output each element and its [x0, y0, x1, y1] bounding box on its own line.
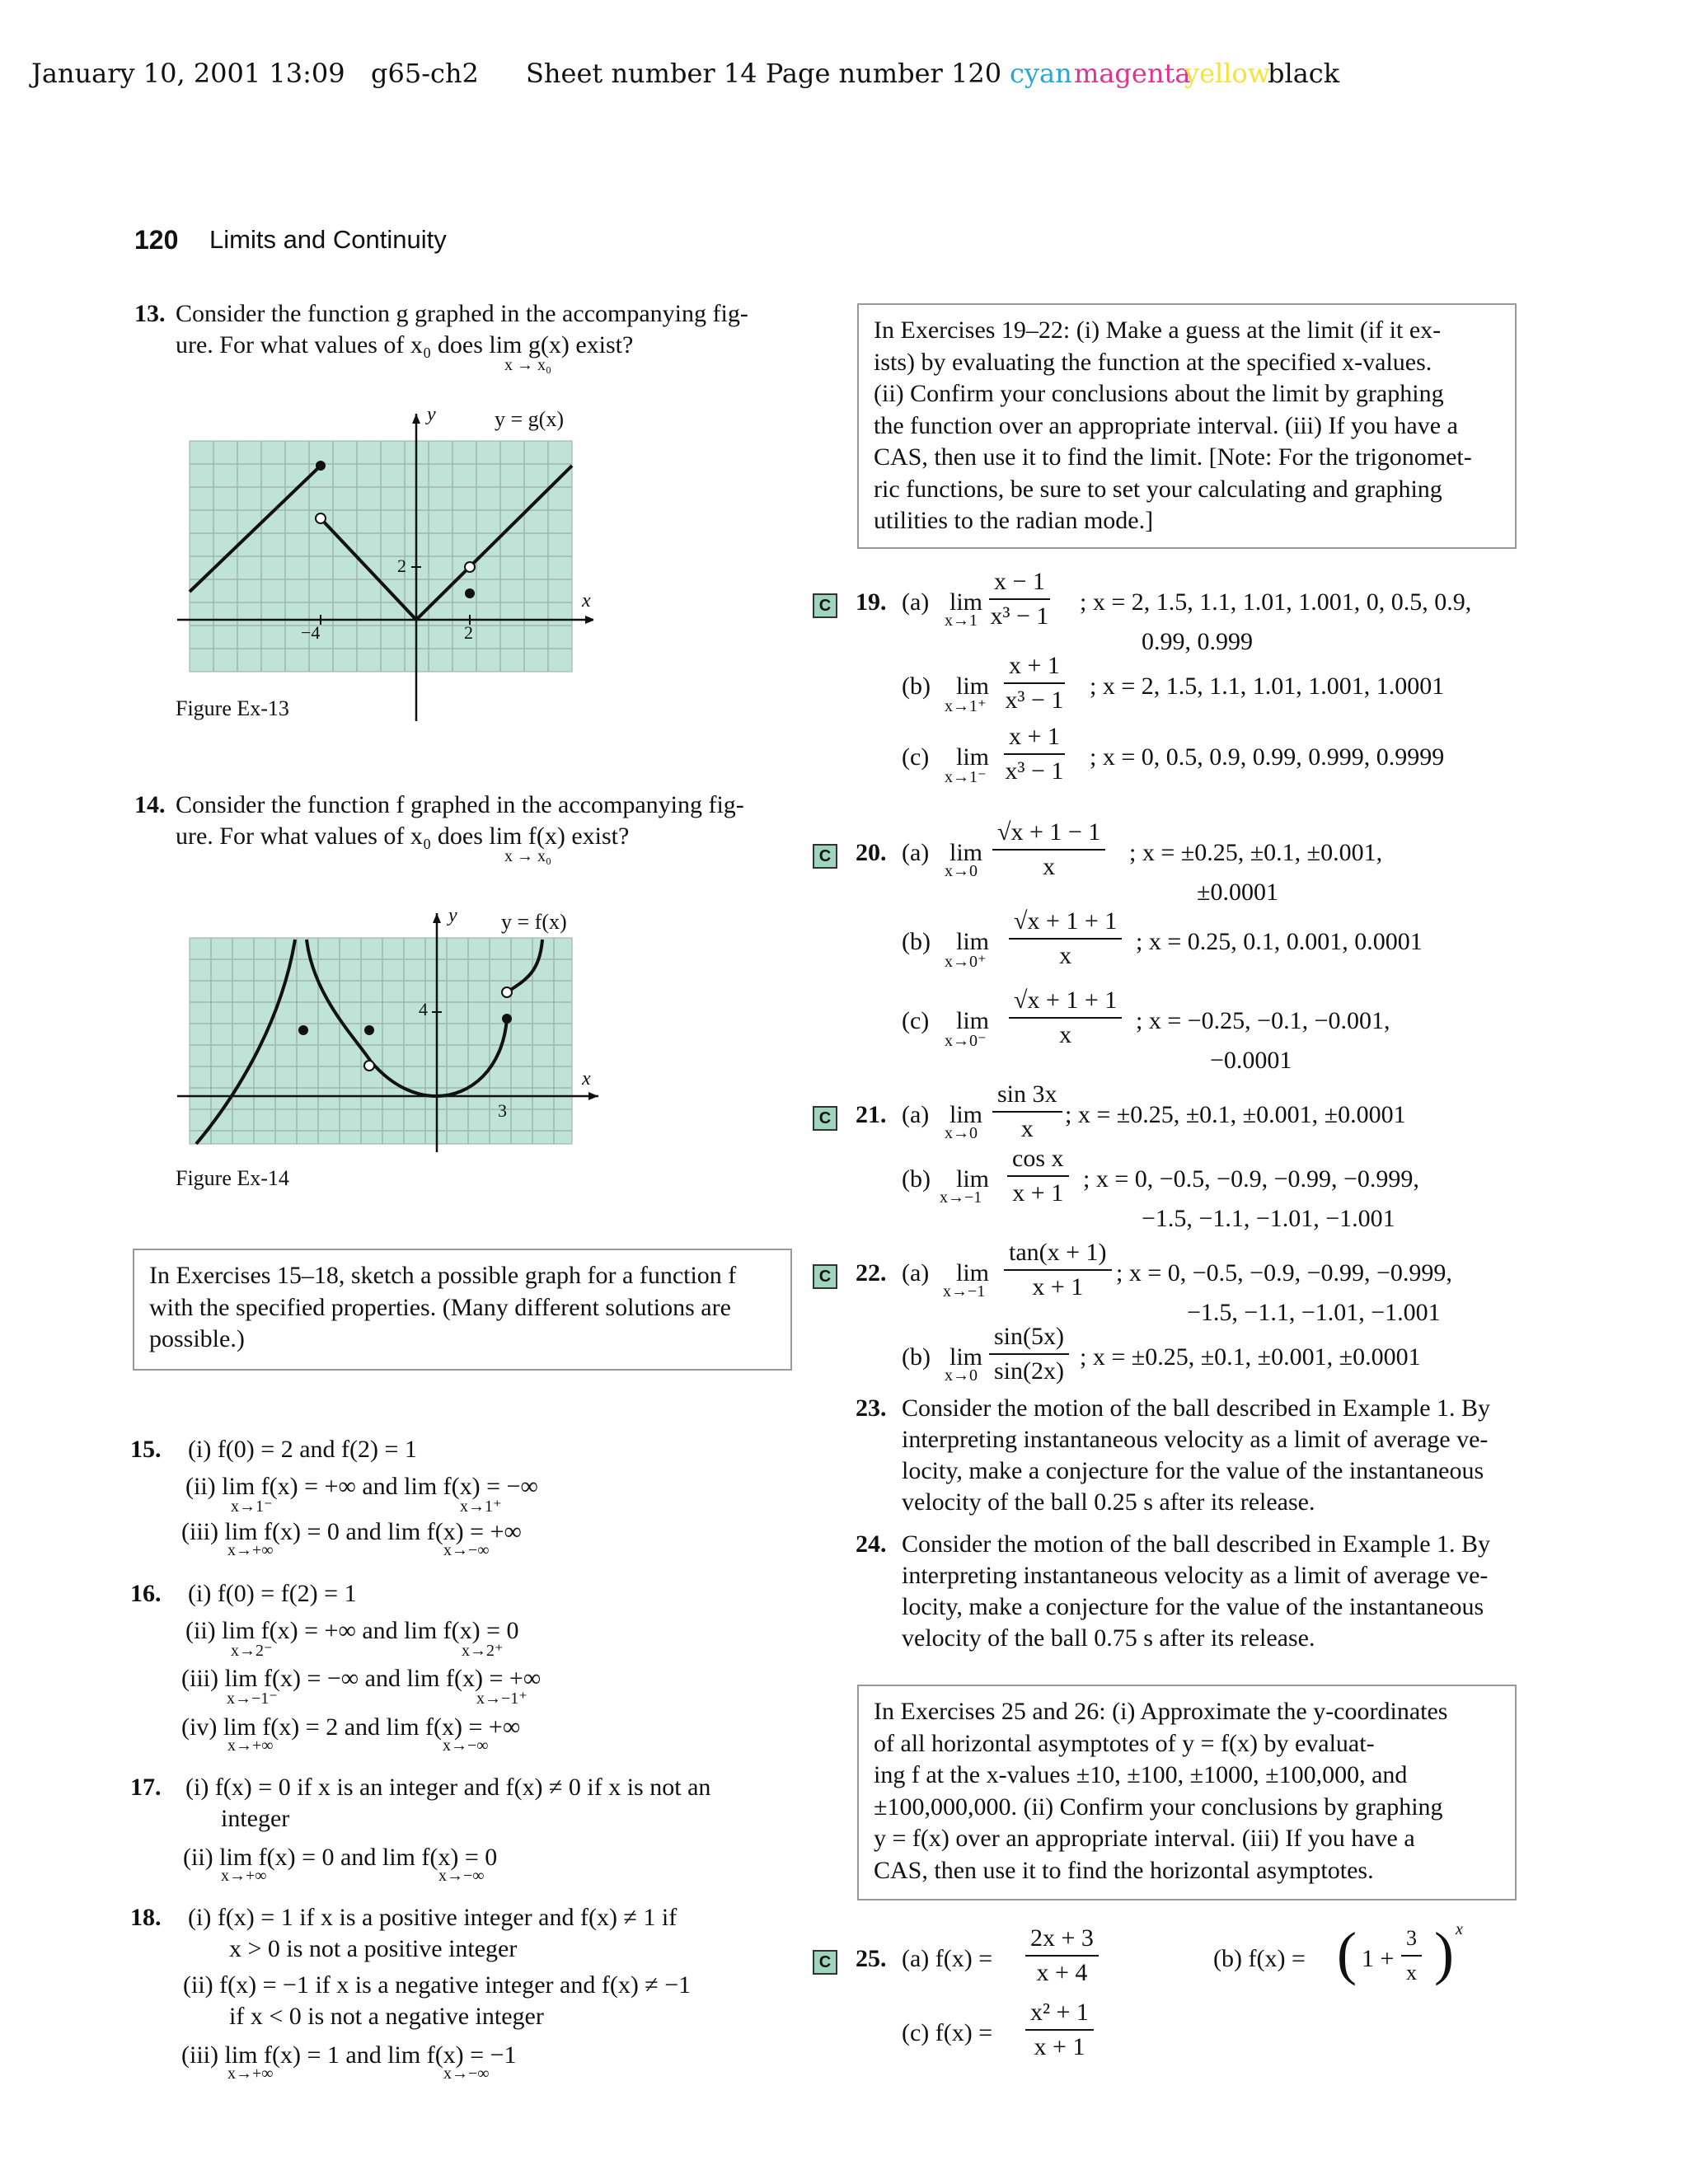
ex24-line3: locity, make a conjecture for the value of the instantaneous: [902, 1593, 1484, 1620]
ex22b-values: ; x = ±0.25, ±0.1, ±0.001, ±0.0001: [1080, 1343, 1421, 1371]
ex17-i-line2: integer: [221, 1805, 290, 1832]
instructions-19-22: [857, 303, 1517, 549]
ex22b-fraction: [989, 1320, 1069, 1388]
header-black: black: [1268, 58, 1340, 89]
ex20c-lim: lim: [956, 1007, 990, 1034]
ex22a-lim: lim: [956, 1259, 990, 1286]
ex17-ii-sub1: x→+∞: [221, 1867, 267, 1885]
ex21b-sub: x→−1: [940, 1188, 982, 1207]
fig14-caption: Figure Ex-14: [176, 1166, 289, 1190]
ex21b-fraction: [1007, 1142, 1069, 1210]
header-sheet: Sheet number 14 Page number 120: [526, 58, 1002, 89]
ex25c-label: (c) f(x) =: [902, 2019, 993, 2046]
ex19b-sub: x→1⁺: [945, 697, 987, 715]
ex20b-denominator: x: [1059, 942, 1072, 969]
ex19c-denominator: x³ − 1: [1005, 757, 1064, 785]
ex19a-label: (a): [902, 588, 930, 616]
ex13-lim-sub: x → x₀: [504, 356, 551, 374]
cas-badge-25: C: [813, 1950, 837, 1975]
ex18-ii-line1: (ii) f(x) = −1 if x is a negative integer and f(x) ≠ −1: [183, 1971, 692, 1999]
ex15-iii: (iii) lim f(x) = 0 and lim f(x) = +∞: [181, 1518, 522, 1545]
ex15-number: 15.: [130, 1436, 162, 1463]
ex19c-sub: x→1⁻: [945, 768, 987, 786]
ex20b-numerator: √x + 1 + 1: [1009, 905, 1122, 940]
ex25-number: 25.: [856, 1945, 887, 1972]
ex25b-denominator: x: [1406, 1961, 1417, 1985]
fig14-xlabel: x: [582, 1068, 591, 1090]
fig13-curve-label: y = g(x): [495, 407, 564, 431]
ex18-number: 18.: [130, 1904, 162, 1931]
cas-badge-21: C: [813, 1106, 837, 1131]
box19-line3: (ii) Confirm your conclusions about the limit by graphing: [874, 380, 1444, 407]
ex20c-denominator: x: [1059, 1021, 1072, 1048]
ex24-line1: Consider the motion of the ball described in Example 1. By: [902, 1530, 1491, 1558]
box25-line6: CAS, then use it to find the horizontal asymptotes.: [874, 1856, 1374, 1884]
ex19b-label: (b): [902, 673, 931, 700]
ex23-number: 23.: [856, 1394, 887, 1422]
box15-line3: possible.): [149, 1325, 245, 1352]
ex19c-label: (c): [902, 743, 930, 771]
box25-line4: ±100,000,000. (ii) Confirm your conclusions by graphing: [874, 1793, 1443, 1821]
ex16-i: (i) f(0) = f(2) = 1: [188, 1580, 357, 1607]
ex20c-label: (c): [902, 1007, 930, 1034]
ex25c-fraction: [1025, 1996, 1094, 2064]
box15-line2: with the specified properties. (Many different solutions are: [149, 1293, 731, 1321]
header-cyan: cyan: [1010, 58, 1072, 89]
ex21b-denominator: x + 1: [1012, 1179, 1064, 1207]
fig13-tick-neg4: −4: [301, 622, 321, 643]
ex16-number: 16.: [130, 1580, 162, 1607]
ex23-line2: interpreting instantaneous velocity as a limit of average ve-: [902, 1426, 1489, 1453]
ex21a-numerator: sin 3x: [992, 1078, 1062, 1113]
ex20c-values: ; x = −0.25, −0.1, −0.001,: [1136, 1007, 1390, 1034]
ex19a-values: ; x = 2, 1.5, 1.1, 1.01, 1.001, 0, 0.5, 0.9,: [1080, 588, 1472, 616]
ex16-iv: (iv) lim f(x) = 2 and lim f(x) = +∞: [181, 1713, 521, 1741]
ex20b-values: ; x = 0.25, 0.1, 0.001, 0.0001: [1136, 928, 1423, 955]
ex20a-denominator: x: [1043, 853, 1056, 880]
ex22a-label: (a): [902, 1259, 930, 1286]
ex21b-values2: −1.5, −1.1, −1.01, −1.001: [1142, 1205, 1395, 1232]
ex21a-denominator: x: [1020, 1115, 1034, 1142]
box15-line1: In Exercises 15–18, sketch a possible graph for a function f: [149, 1262, 737, 1289]
ex20a-label: (a): [902, 839, 930, 866]
ex20b-label: (b): [902, 928, 931, 955]
ex18-iii-sub1: x→+∞: [227, 2064, 274, 2083]
ex19a-denominator: x³ − 1: [990, 602, 1049, 630]
header-file: g65-ch2: [371, 58, 479, 89]
cas-badge-22: C: [813, 1264, 837, 1289]
ex19b-fraction: [1004, 649, 1065, 717]
ex18-iii: (iii) lim f(x) = 1 and lim f(x) = −1: [181, 2041, 517, 2069]
ex24-line4: velocity of the ball 0.75 s after its release.: [902, 1624, 1315, 1652]
ex17-ii-sub2: x→−∞: [438, 1867, 485, 1885]
header-magenta: magenta: [1074, 58, 1191, 89]
ex25c-numerator: x² + 1: [1025, 1996, 1094, 2031]
ex19c-numerator: x + 1: [1004, 720, 1065, 755]
ex14-number: 14.: [134, 791, 166, 818]
ex16-iv-sub2: x→−∞: [443, 1736, 489, 1755]
ex20a-fraction: [992, 816, 1105, 883]
ex22b-sub: x→0: [945, 1366, 978, 1385]
ex17-number: 17.: [130, 1774, 162, 1801]
fig13-xlabel: x: [582, 590, 591, 612]
ex15-ii-sub2: x→1⁺: [460, 1497, 502, 1516]
ex22a-numerator: tan(x + 1): [1004, 1236, 1112, 1271]
box19-line2: ists) by evaluating the function at the specified x-values.: [874, 348, 1432, 376]
figure-ex14: [165, 905, 610, 1169]
ex20b-sub: x→0⁺: [945, 953, 987, 971]
ex21b-numerator: cos x: [1007, 1142, 1069, 1177]
ex13-line2: ure. For what values of x₀ does lim g(x) exist?: [176, 331, 634, 359]
ex18-ii-line2: if x < 0 is not a negative integer: [229, 2003, 544, 2030]
box25-line3: ing f at the x-values ±10, ±100, ±1000, ±100,000, and: [874, 1761, 1408, 1788]
ex25b-numerator: 3: [1401, 1922, 1422, 1957]
ex23-line3: locity, make a conjecture for the value of the instantaneous: [902, 1457, 1484, 1484]
header-date: January 10, 2001 13:09: [31, 58, 345, 89]
ex15-iii-sub1: x→+∞: [227, 1541, 274, 1559]
ex17-i-line1: (i) f(x) = 0 if x is an integer and f(x) ≠ 0 if x is not an: [185, 1774, 711, 1801]
ex22a-sub: x→−1: [943, 1282, 986, 1301]
box25-line5: y = f(x) over an appropriate interval. (iii) If you have a: [874, 1825, 1415, 1852]
ex25a-denominator: x + 4: [1036, 1959, 1088, 1986]
ex20a-values: ; x = ±0.25, ±0.1, ±0.001,: [1129, 839, 1383, 866]
instructions-15-18: [133, 1249, 792, 1371]
ex19a-values2: 0.99, 0.999: [1142, 628, 1253, 655]
ex19a-sub: x→1: [945, 612, 978, 630]
ex19c-values: ; x = 0, 0.5, 0.9, 0.99, 0.999, 0.9999: [1090, 743, 1445, 771]
ex21a-lim: lim: [950, 1101, 983, 1128]
ex25b-rparen: ): [1434, 1920, 1454, 1986]
box19-line7: utilities to the radian mode.]: [874, 507, 1154, 534]
fig14-tick-x3: 3: [498, 1100, 507, 1121]
ex16-iii: (iii) lim f(x) = −∞ and lim f(x) = +∞: [181, 1665, 542, 1692]
fig14-curve-label: y = f(x): [501, 910, 567, 934]
page-number: 120: [134, 225, 179, 255]
ex21-number: 21.: [856, 1101, 887, 1128]
ex21b-values: ; x = 0, −0.5, −0.9, −0.99, −0.999,: [1083, 1165, 1419, 1193]
ex19a-lim: lim: [950, 588, 983, 616]
fig14-tick-y4: 4: [419, 999, 428, 1019]
instructions-25-26: [857, 1685, 1517, 1900]
ex21a-sub: x→0: [945, 1124, 978, 1142]
header-yellow: yellow: [1184, 58, 1271, 89]
ex19a-fraction: [989, 565, 1050, 633]
fig13-ylabel: y: [427, 404, 436, 425]
ex18-iii-sub2: x→−∞: [443, 2064, 490, 2083]
ex19b-numerator: x + 1: [1004, 649, 1065, 684]
box19-line5: CAS, then use it to find the limit. [Note: For the trigonomet-: [874, 443, 1472, 471]
ex22b-numerator: sin(5x): [989, 1320, 1069, 1355]
ex25a-fraction: [1025, 1922, 1099, 1990]
cas-badge-19: C: [813, 593, 837, 618]
box25-line2: of all horizontal asymptotes of y = f(x) by evaluat-: [874, 1729, 1375, 1757]
ex22b-lim: lim: [950, 1343, 983, 1371]
ex22b-label: (b): [902, 1343, 931, 1371]
ex25b-fraction: [1401, 1922, 1422, 1990]
ex16-iv-sub1: x→+∞: [227, 1736, 274, 1755]
box19-line4: the function over an appropriate interval. (iii) If you have a: [874, 411, 1458, 439]
ex15-ii: (ii) lim f(x) = +∞ and lim f(x) = −∞: [185, 1473, 538, 1500]
ex22-number: 22.: [856, 1259, 887, 1286]
ex18-i-line2: x > 0 is not a positive integer: [229, 1935, 518, 1962]
ex19b-values: ; x = 2, 1.5, 1.1, 1.01, 1.001, 1.0001: [1090, 673, 1445, 700]
ex20-number: 20.: [856, 839, 887, 866]
ex25a-numerator: 2x + 3: [1025, 1922, 1099, 1957]
ex19b-lim: lim: [956, 673, 990, 700]
ex24-line2: interpreting instantaneous velocity as a limit of average ve-: [902, 1562, 1489, 1589]
ex14-line2: ure. For what values of x₀ does lim f(x) exist?: [176, 823, 630, 850]
ex21b-lim: lim: [956, 1165, 990, 1193]
ex20b-lim: lim: [956, 928, 990, 955]
ex24-number: 24.: [856, 1530, 887, 1558]
ex23-line4: velocity of the ball 0.25 s after its release.: [902, 1488, 1315, 1516]
ex15-ii-sub1: x→1⁻: [231, 1497, 273, 1516]
ex25c-denominator: x + 1: [1034, 2033, 1085, 2060]
ex16-ii: (ii) lim f(x) = +∞ and lim f(x) = 0: [185, 1617, 519, 1644]
ex16-ii-sub2: x→2⁺: [462, 1642, 504, 1660]
ex20a-values2: ±0.0001: [1197, 879, 1278, 906]
fig13-tick-y2: 2: [397, 555, 406, 576]
ex17-ii: (ii) lim f(x) = 0 and lim f(x) = 0: [183, 1844, 498, 1871]
box25-line1: In Exercises 25 and 26: (i) Approximate the y-coordinates: [874, 1698, 1448, 1725]
ex23-line1: Consider the motion of the ball described in Example 1. By: [902, 1394, 1491, 1422]
ex20c-numerator: √x + 1 + 1: [1009, 984, 1122, 1019]
cas-badge-20: C: [813, 844, 837, 869]
chapter-title: Limits and Continuity: [209, 225, 447, 254]
ex20b-fraction: [1009, 905, 1122, 972]
fig13-tick-x2: 2: [464, 622, 473, 643]
ex25b-exponent: x: [1456, 1920, 1463, 1938]
ex20c-values2: −0.0001: [1210, 1047, 1292, 1074]
fig14-ylabel: y: [448, 905, 457, 926]
ex22a-fraction: [1004, 1236, 1112, 1304]
ex14-line1: Consider the function f graphed in the accompanying fig-: [176, 791, 744, 818]
ex21a-fraction: [992, 1078, 1062, 1146]
ex16-iii-sub1: x→−1⁻: [227, 1690, 278, 1708]
ex18-i-line1: (i) f(x) = 1 if x is a positive integer and f(x) ≠ 1 if: [188, 1904, 678, 1931]
ex21a-label: (a): [902, 1101, 930, 1128]
ex13-number: 13.: [134, 300, 166, 327]
fig13-caption: Figure Ex-13: [176, 696, 289, 720]
ex25a-label: (a) f(x) =: [902, 1945, 993, 1972]
box19-line1: In Exercises 19–22: (i) Make a guess at the limit (if it ex-: [874, 316, 1442, 344]
ex21a-values: ; x = ±0.25, ±0.1, ±0.001, ±0.0001: [1065, 1101, 1406, 1128]
ex19a-numerator: x − 1: [989, 565, 1050, 600]
ex15-iii-sub2: x→−∞: [443, 1541, 490, 1559]
ex19b-denominator: x³ − 1: [1005, 687, 1064, 714]
ex14-lim-sub: x → x₀: [504, 847, 551, 865]
ex20a-numerator: √x + 1 − 1: [992, 816, 1105, 851]
ex22a-values2: −1.5, −1.1, −1.01, −1.001: [1187, 1299, 1441, 1326]
ex22a-denominator: x + 1: [1032, 1273, 1084, 1301]
ex25b-label: (b) f(x) =: [1213, 1945, 1306, 1972]
ex20a-lim: lim: [950, 839, 983, 866]
ex22b-denominator: sin(2x): [994, 1357, 1064, 1385]
ex25b-base: 1 +: [1362, 1945, 1395, 1972]
ex22a-values: ; x = 0, −0.5, −0.9, −0.99, −0.999,: [1116, 1259, 1452, 1286]
box19-line6: ric functions, be sure to set your calculating and graphing: [874, 475, 1442, 503]
ex19c-lim: lim: [956, 743, 990, 771]
ex16-ii-sub1: x→2⁻: [231, 1642, 273, 1660]
ex25b-lparen: (: [1337, 1920, 1357, 1986]
ex21b-label: (b): [902, 1165, 931, 1193]
ex20c-fraction: [1009, 984, 1122, 1052]
ex20c-sub: x→0⁻: [945, 1032, 987, 1050]
ex16-iii-sub2: x→−1⁺: [476, 1690, 528, 1708]
ex15-i: (i) f(0) = 2 and f(2) = 1: [188, 1436, 417, 1463]
ex13-line1: Consider the function g graphed in the accompanying fig-: [176, 300, 748, 327]
ex19-number: 19.: [856, 588, 887, 616]
ex19c-fraction: [1004, 720, 1065, 788]
figure-ex13: [165, 404, 593, 725]
ex20a-sub: x→0: [945, 862, 978, 880]
